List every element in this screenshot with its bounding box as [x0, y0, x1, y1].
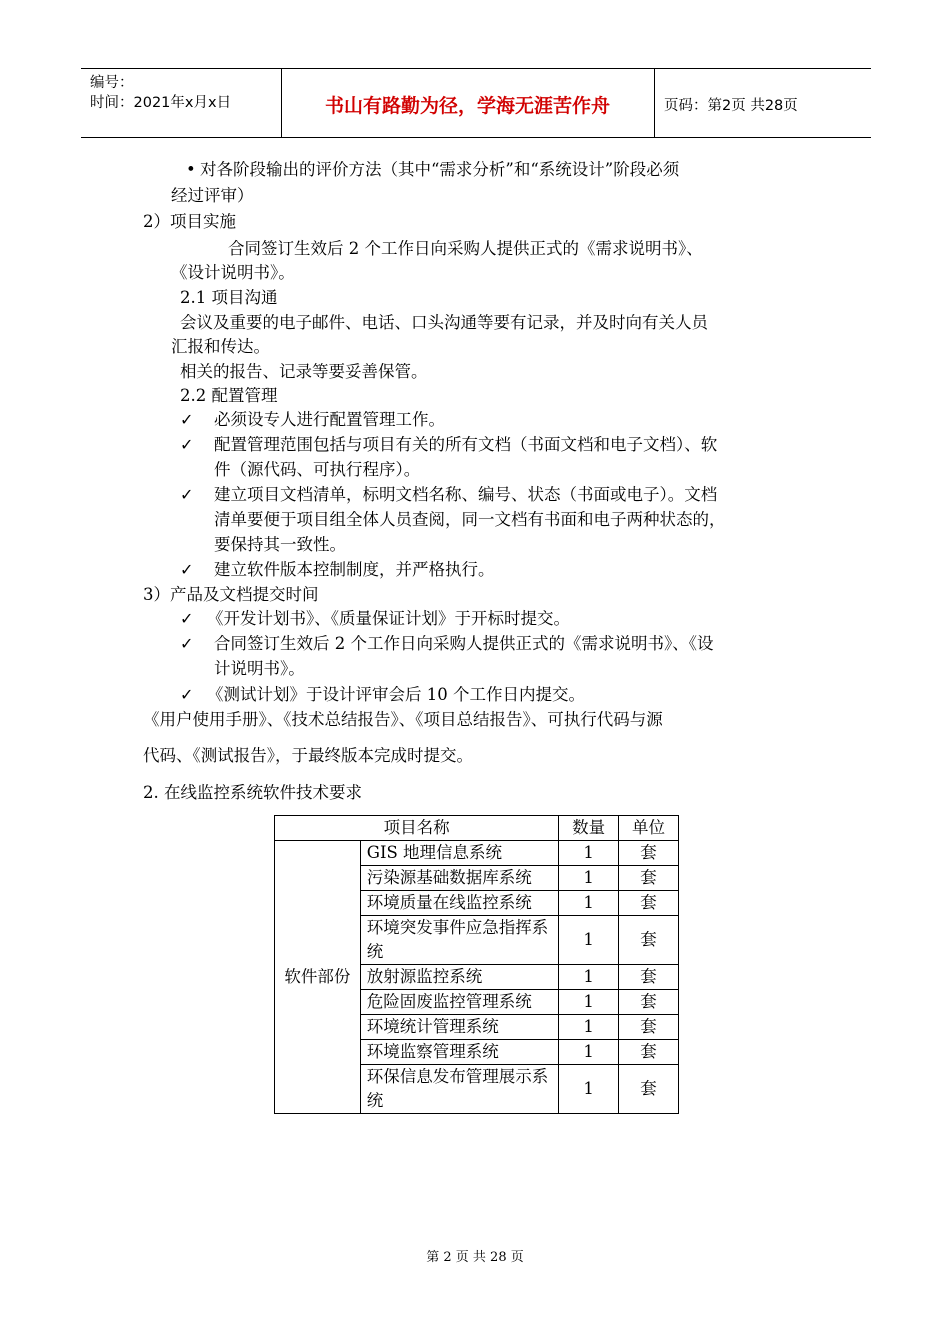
bullet-dot: •	[186, 160, 196, 179]
item-qty: 1	[559, 1015, 619, 1040]
item-qty: 1	[559, 965, 619, 990]
item-unit: 套	[619, 1015, 679, 1040]
subsection-heading: 2.1 项目沟通	[180, 288, 278, 307]
section-heading: 3）产品及文档提交时间	[143, 585, 319, 604]
item-unit: 套	[619, 891, 679, 916]
item-unit: 套	[619, 866, 679, 891]
item-name: GIS 地理信息系统	[360, 841, 558, 866]
paragraph-line: 《用户使用手册》、《技术总结报告》、《项目总结报告》、可执行代码与源	[143, 710, 663, 729]
category-cell: 软件部份	[275, 841, 361, 1114]
paragraph-line: 会议及重要的电子邮件、电话、口头沟通等要有记录，并及时向有关人员	[180, 313, 708, 332]
item-unit: 套	[619, 1065, 679, 1114]
list-item: 《开发计划书》、《质量保证计划》于开标时提交。	[207, 609, 570, 628]
item-unit: 套	[619, 965, 679, 990]
section-heading: 2. 在线监控系统软件技术要求	[143, 783, 362, 802]
header-page-info: 页码：第2页 共28页	[664, 98, 798, 114]
header-meta	[90, 73, 231, 113]
list-item: 《测试计划》于设计评审会后 10 个工作日内提交。	[207, 685, 585, 704]
page-header	[81, 68, 871, 138]
subsection-heading: 2.2 配置管理	[180, 386, 278, 405]
check-icon: ✓	[180, 560, 194, 579]
table-row	[275, 841, 679, 866]
item-name: 危险固废监控管理系统	[360, 990, 558, 1015]
page-footer: 第 2 页 共 28 页	[426, 1250, 524, 1265]
header-divider	[654, 69, 655, 137]
list-item: 建立软件版本控制制度，并严格执行。	[214, 560, 495, 579]
item-name: 环境突发事件应急指挥系统	[360, 916, 558, 965]
item-qty: 1	[559, 866, 619, 891]
header-number: 编号：	[90, 75, 134, 91]
item-name: 环境统计管理系统	[360, 1015, 558, 1040]
item-unit: 套	[619, 916, 679, 965]
check-icon: ✓	[180, 634, 194, 653]
item-unit: 套	[619, 841, 679, 866]
list-item: 合同签订生效后 2 个工作日向采购人提供正式的《需求说明书》、《设	[214, 634, 714, 653]
check-icon: ✓	[180, 685, 194, 704]
item-qty: 1	[559, 990, 619, 1015]
section-heading: 2）项目实施	[143, 212, 236, 231]
paragraph-line: 《设计说明书》。	[171, 263, 295, 282]
item-qty: 1	[559, 841, 619, 866]
list-item: 要保持其一致性。	[214, 535, 346, 554]
item-qty: 1	[559, 1040, 619, 1065]
check-icon: ✓	[180, 435, 194, 454]
header-time: 时间：2021年x月x日	[90, 95, 232, 111]
check-icon: ✓	[180, 410, 194, 429]
check-icon: ✓	[180, 609, 194, 628]
header-cell: 项目名称	[275, 816, 559, 841]
list-item: 必须设专人进行配置管理工作。	[214, 410, 445, 429]
item-qty: 1	[559, 916, 619, 965]
item-name: 污染源基础数据库系统	[360, 866, 558, 891]
header-cell: 数量	[559, 816, 619, 841]
item-qty: 1	[559, 1065, 619, 1114]
table-header-row	[275, 816, 679, 841]
list-item: 件（源代码、可执行程序）。	[214, 460, 421, 479]
requirements-table	[274, 815, 679, 1114]
item-name: 环境质量在线监控系统	[360, 891, 558, 916]
item-qty: 1	[559, 891, 619, 916]
check-icon: ✓	[180, 485, 194, 504]
item-name: 环保信息发布管理展示系统	[360, 1065, 558, 1114]
paragraph-line: 合同签订生效后 2 个工作日向采购人提供正式的《需求说明书》、	[228, 239, 703, 258]
paragraph-line: 代码、《测试报告》，于最终版本完成时提交。	[143, 746, 473, 765]
item-name: 环境监察管理系统	[360, 1040, 558, 1065]
list-item: 清单要便于项目组全体人员查阅，同一文档有书面和电子两种状态的，	[214, 510, 726, 529]
header-motto: 书山有路勤为径，学海无涯苦作舟	[324, 95, 610, 117]
paragraph-line: 经过评审）	[171, 186, 254, 205]
paragraph-line: 汇报和传达。	[171, 337, 270, 356]
list-item: 计说明书》。	[214, 659, 305, 678]
list-item: 配置管理范围包括与项目有关的所有文档（书面文档和电子文档）、软	[214, 435, 718, 454]
header-cell: 单位	[619, 816, 679, 841]
item-name: 放射源监控系统	[360, 965, 558, 990]
item-unit: 套	[619, 990, 679, 1015]
paragraph-line: 对各阶段输出的评价方法（其中“需求分析”和“系统设计”阶段必须	[200, 160, 680, 179]
item-unit: 套	[619, 1040, 679, 1065]
paragraph-line: 相关的报告、记录等要妥善保管。	[180, 362, 428, 381]
list-item: 建立项目文档清单，标明文档名称、编号、状态（书面或电子）。文档	[214, 485, 718, 504]
